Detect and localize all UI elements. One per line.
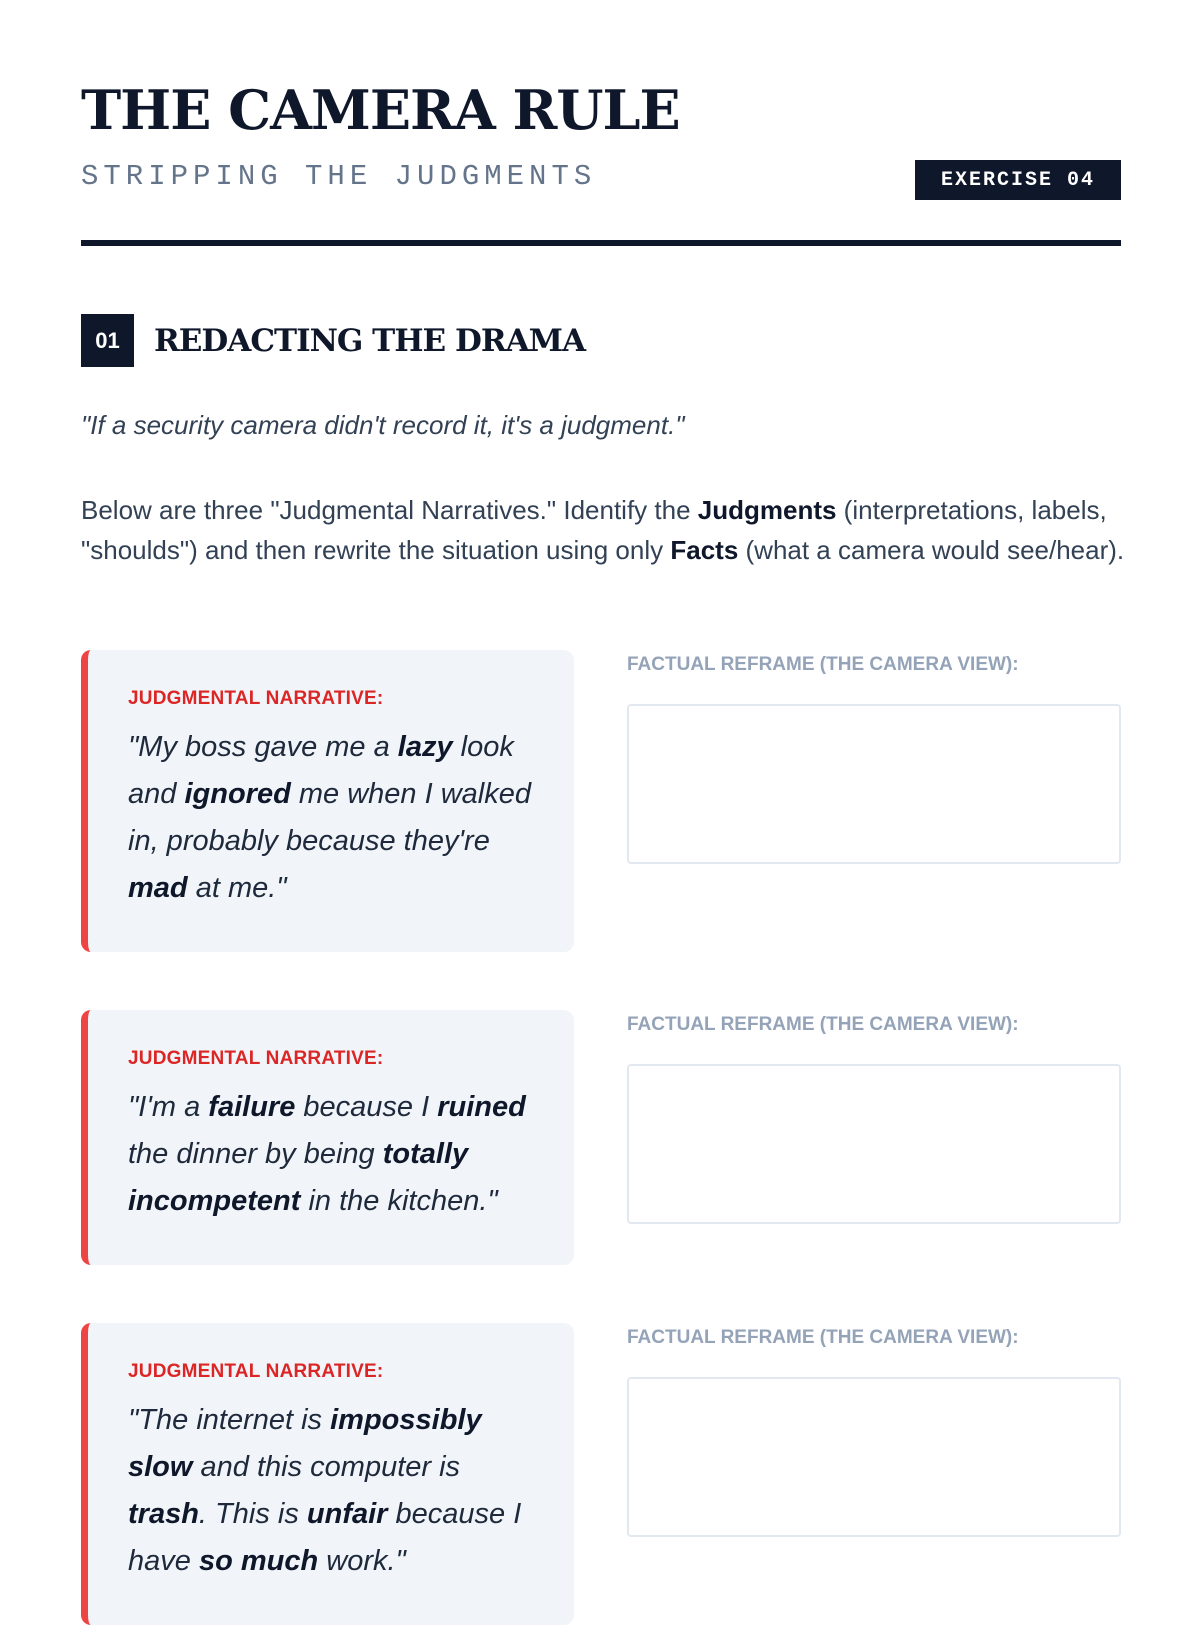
body-text: work." <box>318 1545 406 1577</box>
narrative-card <box>81 1323 574 1625</box>
body-text: "The internet is <box>128 1404 331 1436</box>
narrative-text <box>128 724 544 912</box>
body-text: (interpretations, labels, "shoulds") and then rewrite the situation using only <box>81 495 1107 565</box>
body-text: look and <box>128 731 514 810</box>
emphasis-text: trash <box>128 1498 199 1530</box>
reframe-input[interactable] <box>627 1377 1121 1537</box>
header-divider <box>81 240 1121 246</box>
body-text: me when I walked in, probably because they're <box>128 778 531 857</box>
body-text: "I'm a <box>128 1091 209 1123</box>
body-text: in the kitchen." <box>300 1185 498 1217</box>
body-text: and this computer is <box>192 1451 461 1483</box>
emphasis-text: unfair <box>306 1498 388 1530</box>
narrative-label: JUDGMENTAL NARRATIVE: <box>128 1048 384 1069</box>
reframe-label: FACTUAL REFRAME (THE CAMERA VIEW): <box>627 1014 1019 1035</box>
narrative-text <box>128 1397 544 1585</box>
body-text: because I have <box>128 1498 522 1577</box>
reframe-label: FACTUAL REFRAME (THE CAMERA VIEW): <box>627 1327 1019 1348</box>
narrative-label: JUDGMENTAL NARRATIVE: <box>128 1361 384 1382</box>
section-number: 01 <box>81 314 134 367</box>
body-text: "My boss gave me a <box>128 731 398 763</box>
exercise-badge: EXERCISE 04 <box>915 160 1121 200</box>
page-subtitle: STRIPPING THE JUDGMENTS <box>81 160 597 193</box>
reframe-input[interactable] <box>627 704 1121 864</box>
emphasis-text: Judgments <box>697 495 837 525</box>
emphasis-text: failure <box>208 1091 296 1123</box>
body-text: Below are three "Judgmental Narratives." Identify the <box>81 495 698 525</box>
body-text: because I <box>295 1091 438 1123</box>
body-text: (what a camera would see/hear). <box>738 535 1125 565</box>
emphasis-text: ruined <box>437 1091 526 1123</box>
reframe-input[interactable] <box>627 1064 1121 1224</box>
instructions-paragraph <box>81 490 1126 570</box>
emphasis-text: ignored <box>184 778 291 810</box>
page-title: THE CAMERA RULE <box>81 78 680 142</box>
body-text: at me." <box>187 872 287 904</box>
narrative-card <box>81 650 574 952</box>
reframe-label: FACTUAL REFRAME (THE CAMERA VIEW): <box>627 654 1019 675</box>
section-quote: "If a security camera didn't record it, it's a judgment." <box>81 410 685 440</box>
emphasis-text: lazy <box>397 731 453 763</box>
emphasis-text: so much <box>198 1545 319 1577</box>
emphasis-text: mad <box>128 872 188 904</box>
body-text: . This is <box>198 1498 307 1530</box>
section-header <box>81 314 585 367</box>
narrative-text <box>128 1084 544 1225</box>
narrative-card <box>81 1010 574 1265</box>
emphasis-text: impossibly slow <box>128 1404 482 1483</box>
body-text: the dinner by being <box>128 1138 383 1170</box>
narrative-label: JUDGMENTAL NARRATIVE: <box>128 688 384 709</box>
emphasis-text: Facts <box>670 535 739 565</box>
section-title: REDACTING THE DRAMA <box>154 322 586 359</box>
emphasis-text: totally incompetent <box>128 1138 469 1217</box>
